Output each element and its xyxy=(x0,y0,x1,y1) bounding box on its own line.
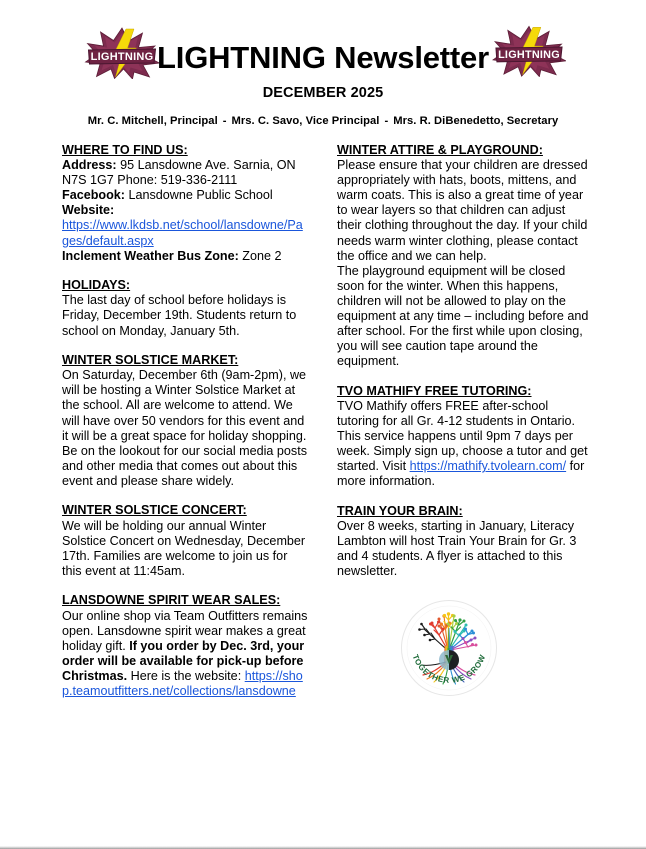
section-heading: WINTER SOLSTICE MARKET: xyxy=(62,353,239,368)
section-body xyxy=(62,609,308,700)
staff-line xyxy=(0,115,646,127)
bus-zone-label: Inclement Weather Bus Zone: xyxy=(62,248,239,263)
principal-name: Mr. C. Mitchell, Principal xyxy=(87,115,218,127)
vice-principal-name: Mrs. C. Savo, Vice Principal xyxy=(231,115,380,127)
section-body: The last day of school before holidays is Friday, December 19th. Students return to school on Monday, January 5th. xyxy=(62,293,297,338)
section-heading: TVO MATHIFY FREE TUTORING: xyxy=(337,383,532,398)
section-train-your-brain xyxy=(337,504,591,579)
bus-zone-line xyxy=(62,249,308,264)
title-row xyxy=(0,0,646,101)
section-heading-wrap xyxy=(337,143,591,158)
section-heading-wrap xyxy=(337,384,591,399)
tree-logo-motto: TOGETHER WE GROW xyxy=(410,652,488,685)
facebook-label: Facebook: xyxy=(62,188,125,203)
page-subtitle: DECEMBER 2025 xyxy=(262,85,384,101)
section-heading: HOLIDAYS: xyxy=(62,278,131,293)
lightning-logo-text: LIGHTNING xyxy=(498,48,560,61)
section-tvo-mathify-tutoring xyxy=(337,384,591,490)
section-body xyxy=(337,399,591,490)
section-heading: WHERE TO FIND US: xyxy=(62,143,188,157)
section-heading-wrap xyxy=(62,143,308,158)
address-label: Address: xyxy=(62,158,117,173)
spirit-wear-text-1: Our online shop via Team Outfitters remains open. Lansdowne spirit wear makes a great holiday gift. xyxy=(62,608,308,653)
school-website-link[interactable]: https://www.lkdsb.net/school/lansdowne/Pages/default.aspx xyxy=(62,218,303,248)
section-heading-wrap xyxy=(62,353,308,368)
mathify-link[interactable]: https://mathify.tvolearn.com/ xyxy=(409,459,567,474)
section-body: On Saturday, December 6th (9am-2pm), we will be hosting a Winter Solstice Market at the school. All are welcome to attend. We will have over 50 vendors for this event and it will be a great space for holiday shopping. Be on the lookout for our social media posts and other media that comes out about this event and please share widely. xyxy=(62,368,308,488)
left-column xyxy=(62,143,308,699)
section-spirit-wear-sales xyxy=(62,593,308,699)
section-heading: LANSDOWNE SPIRIT WEAR SALES: xyxy=(62,593,281,608)
section-body: Over 8 weeks, starting in January, Literacy Lambton will host Train Your Brain for Gr. 3 and 4 students. A flyer is attached to this newsletter. xyxy=(337,519,577,579)
address-line xyxy=(62,158,308,188)
section-winter-solstice-concert xyxy=(62,503,308,578)
website-label: Website: xyxy=(62,203,115,218)
section-where-to-find-us xyxy=(62,143,308,264)
section-heading-wrap xyxy=(62,593,308,608)
secretary-name: Mrs. R. DiBenedetto, Secretary xyxy=(393,115,559,127)
staff-separator-1: - xyxy=(222,115,227,127)
spirit-wear-deadline-notice: If you order by Dec. 3rd, your order will be available for pick-up before Christmas. xyxy=(62,638,305,683)
spirit-wear-shop-link[interactable]: https://shop.teamoutfitters.net/collections/lansdowne xyxy=(62,668,303,698)
staff-separator-2: - xyxy=(384,115,389,127)
section-heading: WINTER SOLSTICE CONCERT: xyxy=(62,503,247,518)
section-heading: TRAIN YOUR BRAIN: xyxy=(337,504,463,519)
section-body-paragraph-1: Please ensure that your children are dressed appropriately with hats, boots, mittens, and warm coats. This is also a great time of year to wear layers so that children can adjust their clothing throughout the day. If your child needs warm winter clothing, please contact the office and we can help. xyxy=(337,158,588,263)
lightning-logo-text: LIGHTNING xyxy=(90,51,154,63)
section-holidays xyxy=(62,278,308,338)
section-body-paragraph-2: The playground equipment will be closed soon for the winter. When this happens, children will not be allowed to play on the equipment at any time – including before and after school. For the first while upon closing, you will see caution tape around the equipment. xyxy=(337,263,589,369)
website-link-line xyxy=(62,218,308,248)
section-winter-attire-playground xyxy=(337,143,591,369)
section-body: We will be holding our annual Winter Solstice Concert on Wednesday, December 17th. Families are welcome to join us for this event at 11:45am. xyxy=(62,518,306,578)
right-column xyxy=(337,143,591,698)
page-title: LIGHTNING Newsletter xyxy=(157,40,489,75)
address-value: 95 Lansdowne Ave. Sarnia, ON N7S 1G7 Phone: 519-336-2111 xyxy=(62,158,296,188)
together-we-grow-logo xyxy=(399,598,499,698)
facebook-value: Lansdowne Public School xyxy=(124,188,273,203)
spirit-wear-text-2: Here is the website: xyxy=(127,668,245,683)
section-heading-wrap xyxy=(337,504,591,519)
facebook-line xyxy=(62,188,308,203)
section-heading-wrap xyxy=(62,278,308,293)
lightning-logo-right xyxy=(492,25,566,77)
mathify-text-1: TVO Mathify offers FREE after-school tutoring for all Gr. 4-12 students in Ontario. This service happens until 9pm 7 days per week. Simply sign up, choose a tutor and get started. Visit xyxy=(337,399,588,474)
website-line xyxy=(62,203,308,218)
newsletter-header xyxy=(0,0,646,136)
section-heading-wrap xyxy=(62,503,308,518)
section-heading: WINTER ATTIRE & PLAYGROUND: xyxy=(337,143,543,157)
mathify-text-2: for more information. xyxy=(337,459,585,489)
bus-zone-value: Zone 2 xyxy=(238,248,282,263)
section-winter-solstice-market xyxy=(62,353,308,489)
